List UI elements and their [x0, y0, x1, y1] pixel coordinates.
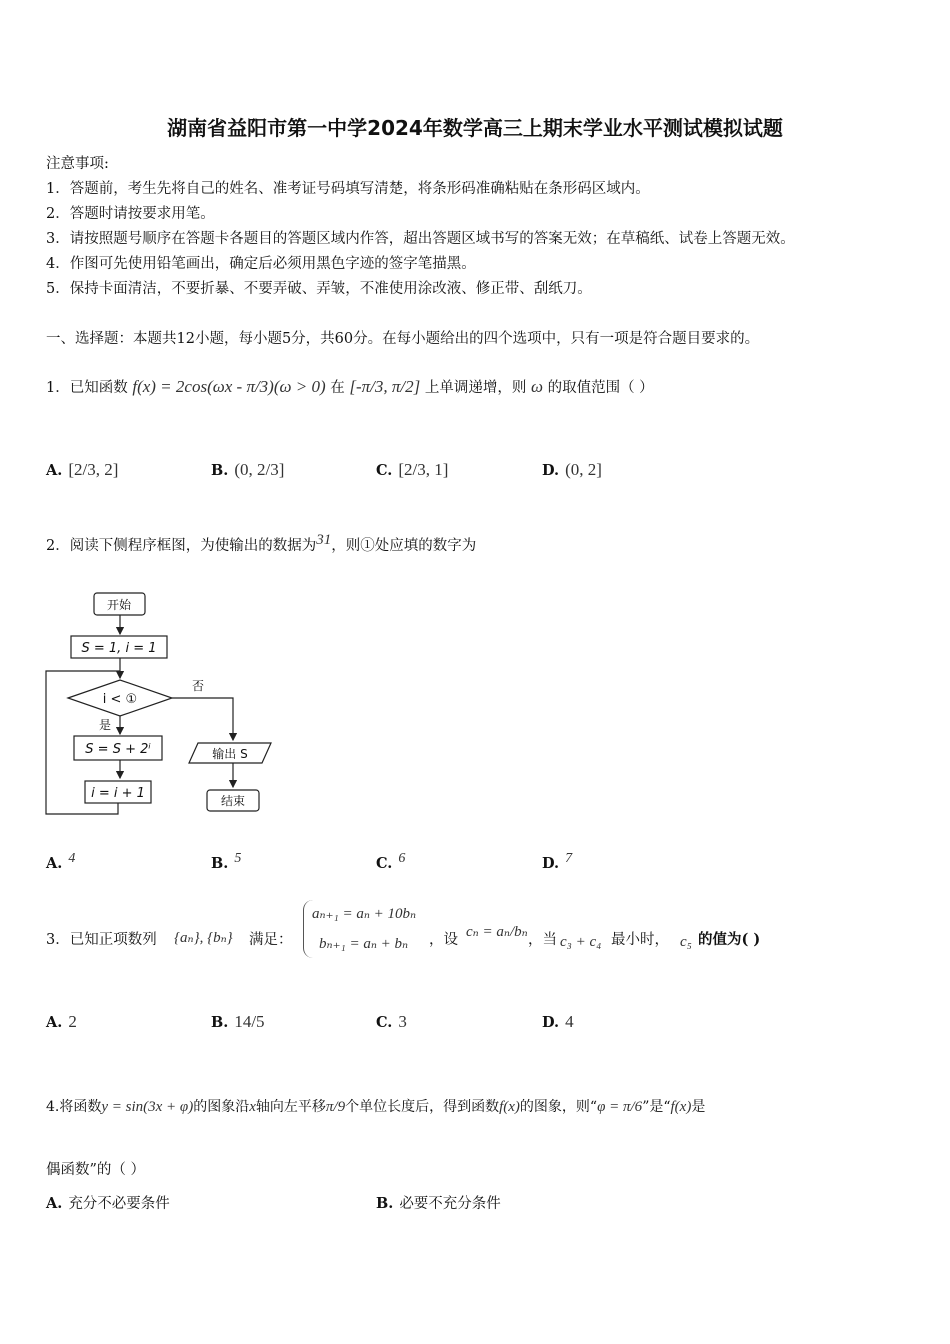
q2-option-a[interactable]: [46, 851, 75, 872]
q3-sequences: {aₙ}, {bₙ}: [174, 930, 233, 946]
option-label: A.: [46, 1195, 63, 1212]
flow-yes-label: 是: [98, 718, 112, 732]
option-label: C.: [376, 854, 393, 872]
q4-prefix: 4.将函数: [46, 1099, 102, 1115]
q2-option-d[interactable]: [542, 851, 572, 872]
flow-step1-label: S = S + 2ⁱ: [85, 742, 151, 757]
q1-option-b[interactable]: [211, 460, 284, 480]
option-value: 4: [565, 1012, 574, 1031]
option-label: B.: [211, 854, 229, 872]
q1-option-c[interactable]: [376, 460, 448, 480]
q1-mid: 在: [330, 380, 345, 396]
q2-prefix: 2．阅读下侧程序框图，为使输出的数据为: [46, 537, 317, 554]
option-label: B.: [211, 462, 229, 479]
option-label: D.: [542, 1014, 560, 1031]
q3-end: 的值为( ): [698, 931, 761, 948]
notice-item: 2．答题时请按要求用笔。: [46, 206, 215, 222]
q4-line-2: 偶函数”的（ ）: [46, 1162, 146, 1178]
q1-interval: [-π/3, π/2]: [349, 377, 421, 396]
q4-shift: π/9: [325, 1099, 346, 1115]
question-2: [46, 532, 476, 555]
option-value: [2/3, 2]: [68, 460, 119, 479]
q4-text-4: 的图象，则“: [519, 1099, 598, 1115]
q3-option-d[interactable]: [542, 1012, 574, 1032]
notice-item: 3．请按照题号顺序在答题卡各题目的答题区域内作答，超出答题区域书写的答案无效；在草稿纸、试卷上答题无效。: [46, 231, 795, 247]
option-label: A.: [46, 854, 63, 872]
notice-heading: 注意事项:: [46, 156, 109, 172]
question-1: [46, 376, 654, 397]
flow-output-label: 输出 S: [212, 747, 248, 761]
q3-c-definition: cₙ = aₙ/bₙ: [466, 924, 528, 940]
q1-suffix: 上单调递增，则: [424, 380, 527, 396]
option-value: 5: [234, 851, 242, 866]
q4-text-5: ”是“: [642, 1099, 671, 1115]
option-value: 2: [68, 1012, 77, 1031]
q2-value: 31: [316, 532, 332, 548]
q3-when: ，当: [528, 932, 557, 948]
q4-option-a[interactable]: [46, 1192, 170, 1213]
flow-start-label: 开始: [106, 598, 132, 612]
notice-item: 4．作图可先使用铅笔画出，确定后必须用黑色字迹的签字笔描黑。: [46, 256, 476, 272]
notice-item: 5．保持卡面清洁，不要折暴、不要弄破、弄皱，不准使用涂改液、修正带、刮纸刀。: [46, 281, 592, 297]
question-4: [46, 1096, 705, 1116]
option-label: A.: [46, 1014, 63, 1031]
option-label: D.: [542, 854, 560, 872]
option-value: 6: [398, 851, 406, 866]
flow-no-label: 否: [191, 679, 205, 693]
q3-option-c[interactable]: [376, 1012, 407, 1032]
q1-omega: ω: [530, 377, 543, 396]
flow-condition-label: i < ①: [102, 692, 138, 707]
option-value: 7: [565, 851, 573, 866]
option-value: 4: [68, 851, 76, 866]
option-value: 3: [398, 1012, 407, 1031]
q3-option-a[interactable]: [46, 1012, 77, 1032]
q3-c5: c₅: [680, 934, 692, 950]
option-label: C.: [376, 462, 393, 479]
q3-set: ，设: [429, 932, 458, 948]
q2-suffix: ，则①处应填的数字为: [331, 537, 477, 554]
q4-fx-2: f(x): [670, 1099, 692, 1115]
q2-option-c[interactable]: [376, 851, 405, 872]
q3-system-1: aₙ₊₁ = aₙ + 10bₙ: [312, 906, 417, 922]
q3-prefix: 3．已知正项数列: [46, 932, 157, 948]
flowchart: [40, 588, 280, 823]
q3-mid: 满足：: [249, 932, 293, 948]
option-value: (0, 2/3]: [234, 460, 285, 479]
q1-end: 的取值范围（ ）: [547, 380, 654, 396]
q1-function: f(x) = 2cos(ωx - π/3)(ω > 0): [132, 377, 326, 396]
flow-init-label: S = 1, i = 1: [81, 641, 157, 656]
option-label: B.: [211, 1014, 229, 1031]
section-heading: 一、选择题：本题共12小题，每小题5分，共60分。在每小题给出的四个选项中，只有一项是符合题目要求的。: [46, 331, 760, 347]
q4-text-2: 轴向左平移: [255, 1099, 326, 1115]
q3-sum: c₃ + c₄: [560, 934, 602, 950]
q4-text-3: 个单位长度后，得到函数: [345, 1099, 500, 1115]
option-value: 必要不充分条件: [399, 1196, 501, 1212]
q4-text-1: 的图象沿: [193, 1099, 250, 1115]
option-value: [2/3, 1]: [398, 460, 449, 479]
option-value: 14/5: [234, 1012, 265, 1031]
q3-system-2: bₙ₊₁ = aₙ + bₙ: [319, 936, 409, 952]
q4-fx: f(x): [499, 1099, 520, 1115]
q4-option-b[interactable]: [376, 1192, 501, 1213]
q4-function: y = sin(3x + φ): [101, 1099, 194, 1115]
q2-option-b[interactable]: [211, 851, 241, 872]
q1-option-d[interactable]: [542, 460, 602, 480]
q4-x: x: [249, 1099, 256, 1115]
page-title: 湖南省益阳市第一中学2024年数学高三上期末学业水平测试模拟试题: [167, 116, 783, 140]
option-value: (0, 2]: [565, 460, 602, 479]
flow-end-label: 结束: [220, 794, 246, 808]
flow-step2-label: i = i + 1: [91, 786, 145, 801]
q3-option-b[interactable]: [211, 1012, 265, 1032]
notice-item: 1．答题前，考生先将自己的姓名、准考证号码填写清楚，将条形码准确粘贴在条形码区域内。: [46, 181, 650, 197]
option-label: D.: [542, 462, 560, 479]
q1-prefix: 1．已知函数: [46, 380, 128, 396]
q4-text-6: 是: [691, 1099, 706, 1115]
option-label: C.: [376, 1014, 393, 1031]
q1-option-a[interactable]: [46, 460, 118, 480]
q4-phi: φ = π/6: [597, 1099, 643, 1115]
option-label: A.: [46, 462, 63, 479]
option-value: 充分不必要条件: [68, 1196, 170, 1212]
option-label: B.: [376, 1195, 394, 1212]
q3-min: 最小时，: [611, 932, 669, 948]
